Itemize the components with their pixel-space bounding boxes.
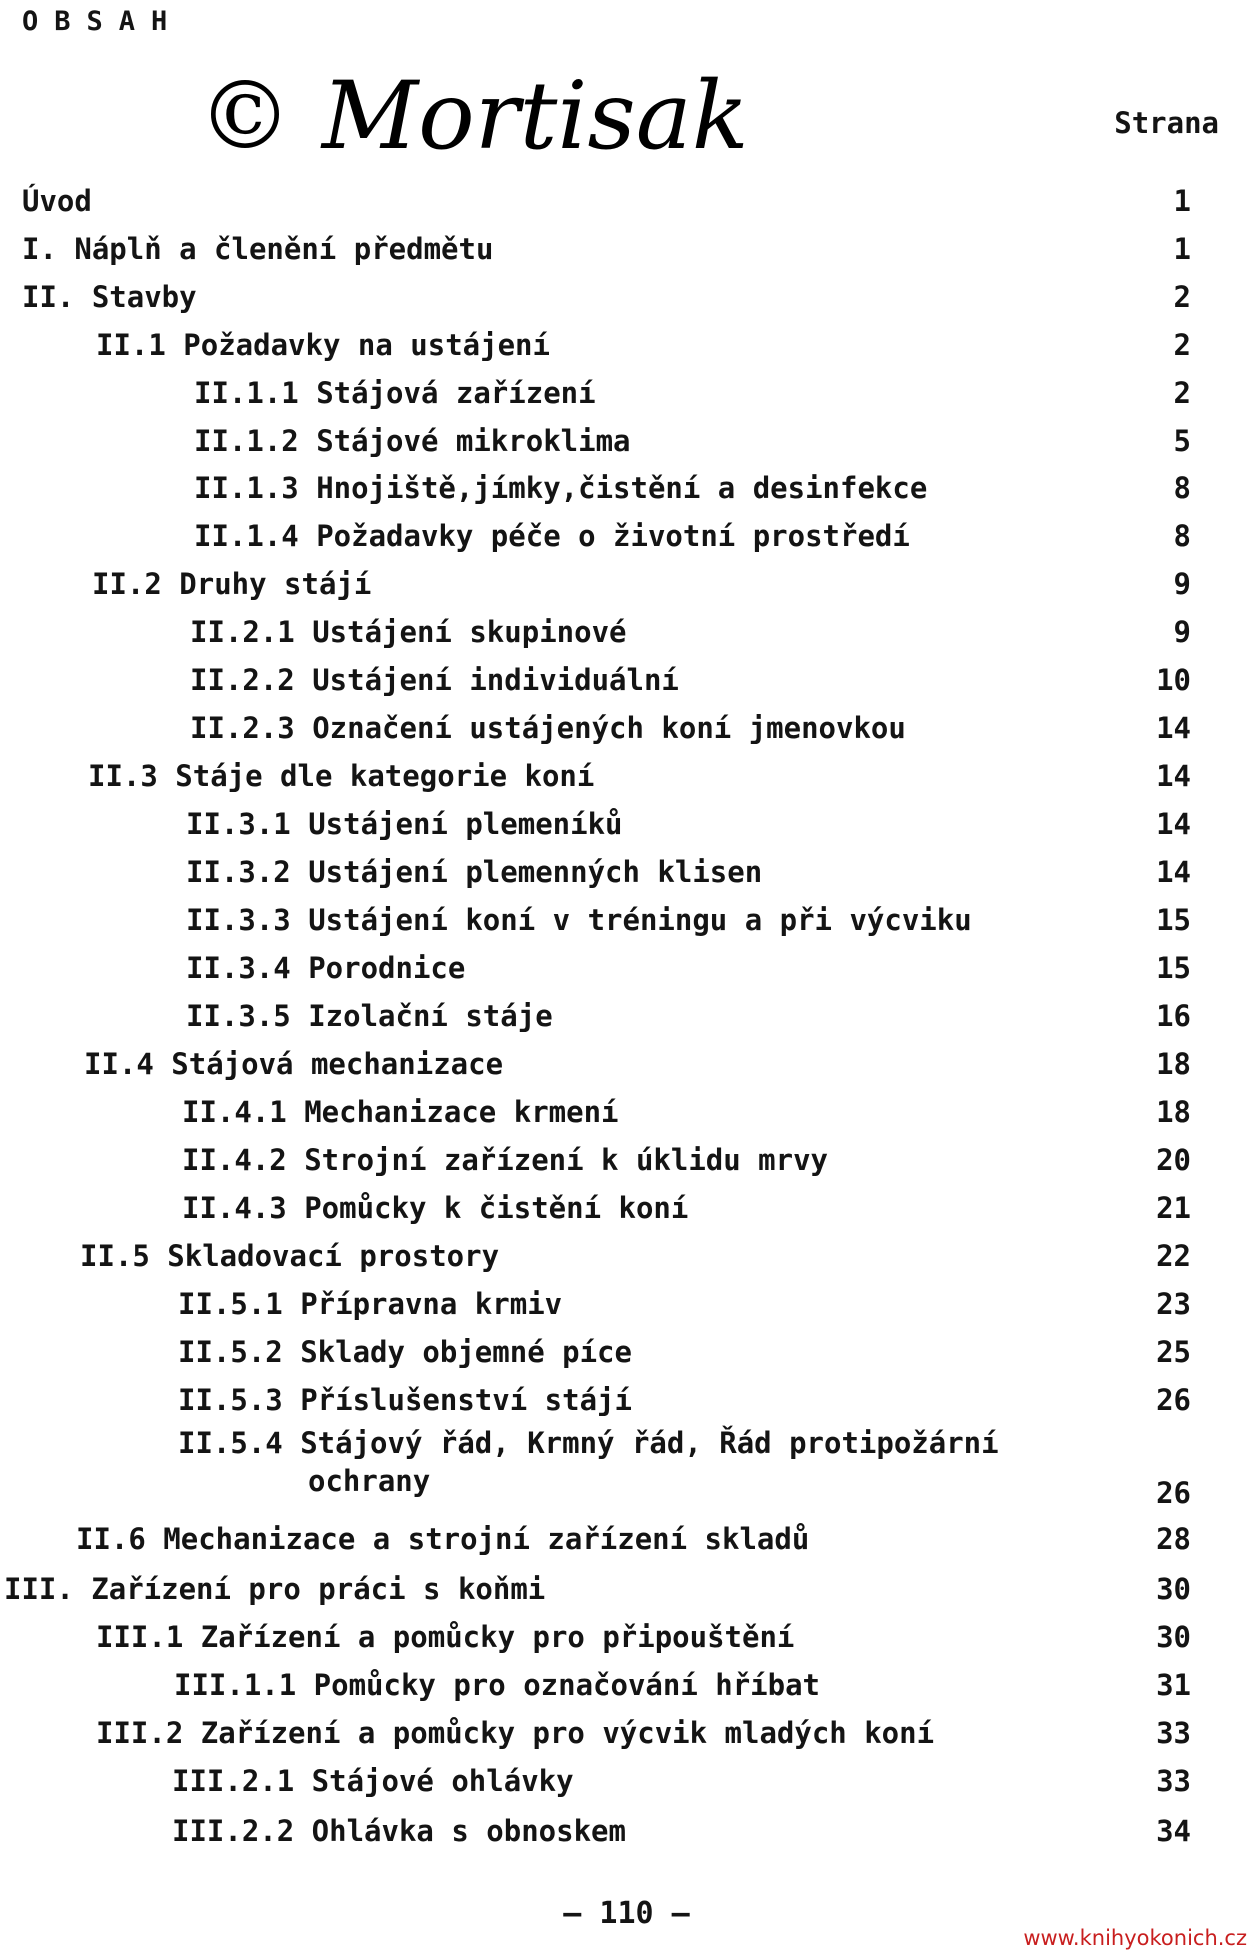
page-heading: OBSAH: [22, 6, 184, 37]
toc-entry-title: II.5.3 Příslušenství stájí: [178, 1383, 632, 1417]
toc-entry-title: II.2.1 Ustájení skupinové: [190, 615, 627, 649]
toc-entry-page: 23: [1156, 1287, 1191, 1321]
toc-entry-page: 2: [1173, 328, 1191, 362]
toc-entry-page: 9: [1173, 615, 1191, 649]
toc-entry-page: 1: [1173, 184, 1191, 218]
toc-entry: [0, 1614, 1253, 1660]
toc-entry-title: II.1.3 Hnojiště,jímky,čistění a desinfekce: [194, 471, 928, 505]
toc-entry-page: 15: [1156, 951, 1191, 985]
toc-entry: [0, 609, 1253, 655]
toc-entry-title-continuation: ochrany: [308, 1464, 431, 1498]
toc-entry-title: II.2 Druhy stájí: [92, 567, 372, 601]
toc-entry: [0, 1516, 1253, 1562]
toc-entry-page: 9: [1173, 567, 1191, 601]
toc-entry-page: 22: [1156, 1239, 1191, 1273]
toc-entry-page: 14: [1156, 807, 1191, 841]
toc-entry-page: 8: [1173, 471, 1191, 505]
toc-entry-title: II.4.3 Pomůcky k čistění koní: [182, 1191, 689, 1225]
toc-entry: [0, 226, 1253, 272]
toc-entry-title: II.3.1 Ustájení plemeníků: [186, 807, 623, 841]
toc-entry-title: III.1 Zařízení a pomůcky pro připouštění: [96, 1620, 795, 1654]
toc-entry: [0, 322, 1253, 368]
toc-entry: [0, 274, 1253, 320]
toc-entry: [0, 1662, 1253, 1708]
toc-entry: [0, 1137, 1253, 1183]
toc-entry-page: 1: [1173, 232, 1191, 266]
toc-entry: [0, 753, 1253, 799]
toc-entry-title: II.3.2 Ustájení plemenných klisen: [186, 855, 763, 889]
toc-entry-title: II.4.2 Strojní zařízení k úklidu mrvy: [182, 1143, 829, 1177]
toc-entry: [0, 1710, 1253, 1756]
toc-entry-title: II.4 Stájová mechanizace: [84, 1047, 504, 1081]
toc-entry-page: 18: [1156, 1095, 1191, 1129]
toc-entry: [0, 370, 1253, 416]
toc-entry-title: II.5.4 Stájový řád, Krmný řád, Řád protipožární: [178, 1426, 999, 1460]
toc-entry-title: II.5.1 Přípravna krmiv: [178, 1287, 563, 1321]
toc-entry: [0, 897, 1253, 943]
toc-entry-page: 30: [1156, 1620, 1191, 1654]
toc-entry: [0, 1041, 1253, 1087]
toc-entry: [0, 1566, 1253, 1612]
toc-entry-title: II.5.2 Sklady objemné píce: [178, 1335, 632, 1369]
toc-entry-title: II.2.2 Ustájení individuální: [190, 663, 679, 697]
toc-entry: [0, 849, 1253, 895]
toc-entry-page: 8: [1173, 519, 1191, 553]
toc-entry-page: 34: [1156, 1814, 1191, 1848]
toc-entry-title: II.3 Stáje dle kategorie koní: [88, 759, 595, 793]
toc-entry-title: II.6 Mechanizace a strojní zařízení skladů: [76, 1522, 810, 1556]
toc-entry: [0, 1758, 1253, 1804]
toc-entry-title: II.1.1 Stájová zařízení: [194, 376, 596, 410]
toc-entry-title: Úvod: [22, 184, 92, 218]
toc-entry-title: I. Náplň a členění předmětu: [22, 232, 494, 266]
toc-entry-page: 26: [1156, 1476, 1191, 1510]
toc-entry: [0, 705, 1253, 751]
toc-entry-page: 18: [1156, 1047, 1191, 1081]
toc-entry-page: 2: [1173, 376, 1191, 410]
toc-entry-page: 30: [1156, 1572, 1191, 1606]
toc-entry: [0, 1329, 1253, 1375]
toc-entry: [0, 801, 1253, 847]
toc-entry-title: III. Zařízení pro práci s koňmi: [4, 1572, 546, 1606]
toc-entry: [0, 657, 1253, 703]
toc-entry-page: 33: [1156, 1716, 1191, 1750]
toc-entry-title: II.1 Požadavky na ustájení: [96, 328, 550, 362]
toc-entry: [0, 418, 1253, 464]
toc-entry: [0, 561, 1253, 607]
toc-entry: [0, 1089, 1253, 1135]
toc-entry-title: III.2 Zařízení a pomůcky pro výcvik mladých koní: [96, 1716, 935, 1750]
toc-entry-page: 14: [1156, 855, 1191, 889]
toc-entry-page: 2: [1173, 280, 1191, 314]
toc-entry: [0, 1424, 1253, 1516]
toc-entry-page: 14: [1156, 711, 1191, 745]
toc-entry-page: 5: [1173, 424, 1191, 458]
toc-entry-title: III.1.1 Pomůcky pro označování hříbat: [174, 1668, 821, 1702]
toc-entry-page: 31: [1156, 1668, 1191, 1702]
toc-entry-title: II.4.1 Mechanizace krmení: [182, 1095, 619, 1129]
toc-entry: [0, 993, 1253, 1039]
toc-entry-title: II.2.3 Označení ustájených koní jmenovkou: [190, 711, 906, 745]
toc-entry-page: 16: [1156, 999, 1191, 1033]
toc-entry-title: II.5 Skladovací prostory: [80, 1239, 500, 1273]
toc-entry-title: II.3.4 Porodnice: [186, 951, 466, 985]
page-column-header: Strana: [1114, 106, 1219, 140]
toc-entry: [0, 1808, 1253, 1854]
page-number: – 110 –: [563, 1896, 690, 1931]
toc-entry-title: II.1.4 Požadavky péče o životní prostředí: [194, 519, 910, 553]
toc-entry-title: II.3.5 Izolační stáje: [186, 999, 553, 1033]
toc-entry: [0, 1281, 1253, 1327]
toc-entry: [0, 178, 1253, 224]
toc-entry: [0, 1185, 1253, 1231]
toc-entry-page: 26: [1156, 1383, 1191, 1417]
toc-entry-title: II.3.3 Ustájení koní v tréningu a při výcviku: [186, 903, 972, 937]
copyright-watermark: © Mortisak: [198, 62, 749, 171]
toc-entry-page: 20: [1156, 1143, 1191, 1177]
toc-entry-page: 28: [1156, 1522, 1191, 1556]
toc-entry: [0, 945, 1253, 991]
toc-entry-title: II. Stavby: [22, 280, 197, 314]
toc-entry: [0, 465, 1253, 511]
source-link[interactable]: www.knihyokonich.cz: [1023, 1926, 1247, 1950]
toc-entry-title: III.2.1 Stájové ohlávky: [172, 1764, 574, 1798]
toc-entry: [0, 513, 1253, 559]
toc-entry-title: II.1.2 Stájové mikroklima: [194, 424, 631, 458]
toc-entry-page: 21: [1156, 1191, 1191, 1225]
toc-entry-page: 25: [1156, 1335, 1191, 1369]
toc-entry: [0, 1233, 1253, 1279]
toc-entry-title: III.2.2 Ohlávka s obnoskem: [172, 1814, 626, 1848]
toc-entry-page: 33: [1156, 1764, 1191, 1798]
toc-entry-page: 10: [1156, 663, 1191, 697]
toc-entry: [0, 1377, 1253, 1423]
toc-entry-page: 14: [1156, 759, 1191, 793]
toc-entry-page: 15: [1156, 903, 1191, 937]
